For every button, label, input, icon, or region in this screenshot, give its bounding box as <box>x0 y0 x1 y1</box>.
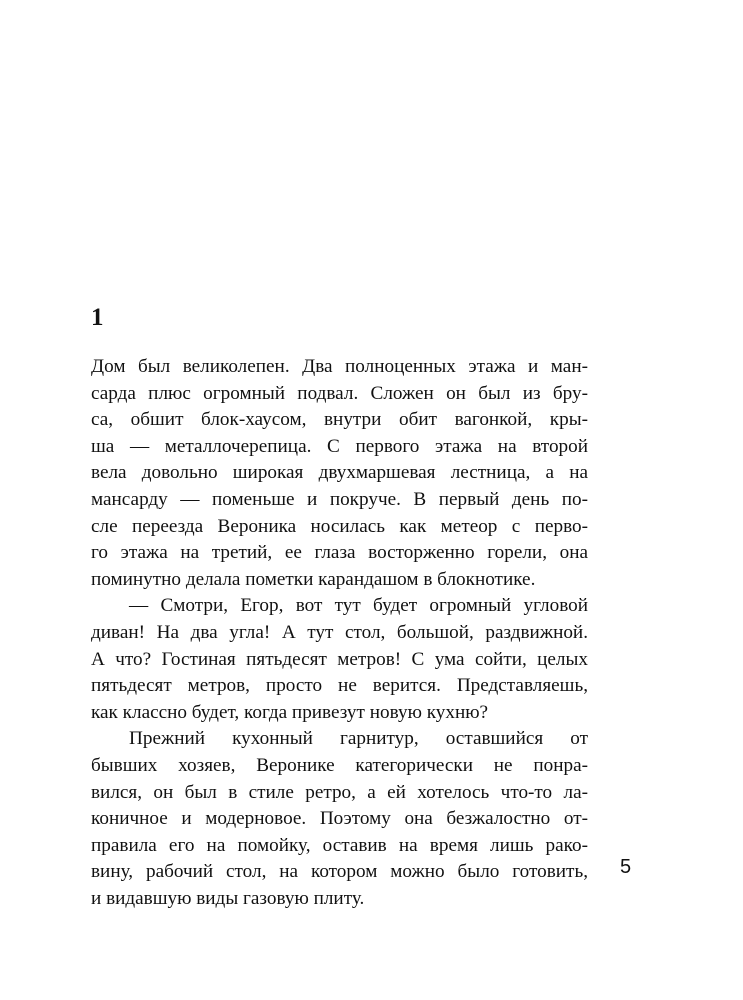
text-line: поминутно делала пометки карандашом в блокнотике. <box>91 568 536 590</box>
text-line: го этажа на третий, ее глаза восторженно горели, она <box>91 542 588 564</box>
text-line: сарда плюс огромный подвал. Сложен он был из бру- <box>91 382 588 404</box>
text-line: мансарду — поменьше и покруче. В первый день по- <box>91 488 588 510</box>
paragraph <box>91 354 588 593</box>
chapter-number: 1 <box>91 304 104 331</box>
paragraph <box>91 593 588 726</box>
text-line: диван! На два угла! А тут стол, большой, раздвижной. <box>91 621 588 643</box>
text-line: как классно будет, когда привезут новую кухню? <box>91 701 489 723</box>
text-line: са, обшит блок-хаусом, внутри обит вагонкой, кры- <box>91 409 588 431</box>
text-line: ша — металлочерепица. С первого этажа на второй <box>91 435 588 457</box>
text-line: А что? Гостиная пятьдесят метров! С ума сойти, целых <box>91 648 588 670</box>
text-line: вела довольно широкая двухмаршевая лестница, а на <box>91 462 588 484</box>
text-line: сле переезда Вероника носилась как метеор с перво- <box>91 515 588 537</box>
body-text <box>91 354 588 912</box>
text-line: пятьдесят метров, просто не верится. Представляешь, <box>91 675 588 697</box>
paragraph <box>91 726 588 912</box>
text-line: бывших хозяев, Веронике категорически не понра- <box>91 754 588 776</box>
text-line: правила его на помойку, оставив на время лишь рако- <box>91 834 588 856</box>
text-line: вился, он был в стиле ретро, а ей хотелось что-то ла- <box>91 781 588 803</box>
text-line: и видавшую виды газовую плиту. <box>91 887 365 909</box>
text-line: вину, рабочий стол, на котором можно было готовить, <box>91 861 588 883</box>
text-line: коничное и модерновое. Поэтому она безжалостно от- <box>91 808 588 830</box>
text-line: — Смотри, Егор, вот тут будет огромный угловой <box>129 595 588 617</box>
text-line: Дом был великолепен. Два полноценных этажа и ман- <box>91 356 588 377</box>
text-line: Прежний кухонный гарнитур, оставшийся от <box>129 728 588 750</box>
page-number: 5 <box>620 856 632 878</box>
